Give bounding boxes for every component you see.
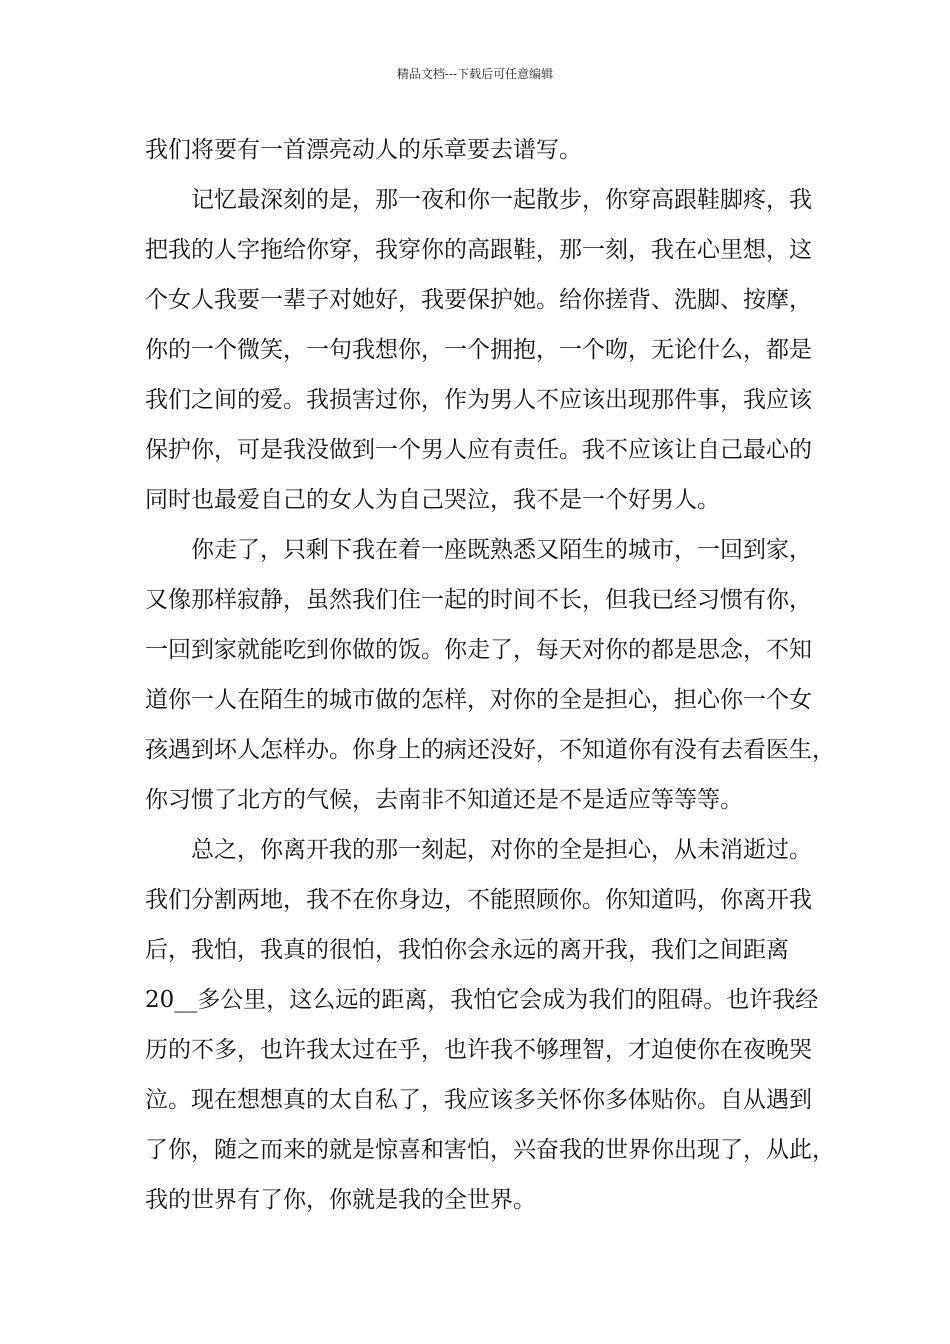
- paragraph-line: 道你一人在陌生的城市做的怎样，对你的全是担心，担心你一个女: [145, 687, 812, 713]
- paragraph-line: 我的世界有了你，你就是我的全世界。: [145, 1187, 536, 1213]
- paragraph-line: 你的一个微笑，一句我想你，一个拥抱，一个吻，无论什么，都是: [145, 337, 812, 363]
- paragraph-line: 一回到家就能吃到你做的饭。你走了，每天对你的都是思念，不知: [145, 637, 812, 663]
- paragraph-line: 你习惯了北方的气候，去南非不知道还是不是适应等等等。: [145, 787, 743, 813]
- paragraph-line: 个女人我要一辈子对她好，我要保护她。给你搓背、洗脚、按摩，: [145, 287, 812, 313]
- paragraph-line: 把我的人字拖给你穿，我穿你的高跟鞋，那一刻，我在心里想，这: [145, 237, 812, 263]
- paragraph-line: 我们将要有一首漂亮动人的乐章要去谱写。: [145, 137, 582, 163]
- paragraph-line: 历的不多，也许我太过在乎，也许我不够理智，才迫使你在夜晚哭: [145, 1037, 812, 1063]
- paragraph-line: 同时也最爱自己的女人为自己哭泣，我不是一个好男人。: [145, 487, 720, 513]
- paragraph-line: 孩遇到坏人怎样办。你身上的病还没好，不知道你有没有去看医生，: [145, 737, 835, 763]
- page-header: 精品文档---下载后可任意编辑: [396, 67, 554, 81]
- paragraph-line: 20__多公里，这么远的距离，我怕它会成为我们的阻碍。也许我经: [145, 987, 819, 1013]
- paragraph-line: 你走了，只剩下我在着一座既熟悉又陌生的城市，一回到家，: [145, 537, 812, 563]
- paragraph-line: 泣。现在想想真的太自私了，我应该多关怀你多体贴你。自从遇到: [145, 1087, 812, 1113]
- paragraph-line: 我们分割两地，我不在你身边，不能照顾你。你知道吗，你离开我: [145, 887, 812, 913]
- paragraph-line: 总之，你离开我的那一刻起，对你的全是担心，从未消逝过。: [145, 837, 812, 863]
- paragraph-line: 后，我怕，我真的很怕，我怕你会永远的离开我，我们之间距离: [145, 937, 789, 963]
- paragraph-line: 记忆最深刻的是，那一夜和你一起散步，你穿高跟鞋脚疼，我: [145, 187, 812, 213]
- paragraph-line: 又像那样寂静，虽然我们住一起的时间不长，但我已经习惯有你，: [145, 587, 812, 613]
- paragraph-line: 了你，随之而来的就是惊喜和害怕，兴奋我的世界你出现了，从此，: [145, 1137, 835, 1163]
- paragraph-line: 保护你，可是我没做到一个男人应有责任。我不应该让自己最心的: [145, 437, 812, 463]
- paragraph-line: 我们之间的爱。我损害过你，作为男人不应该出现那件事，我应该: [145, 387, 812, 413]
